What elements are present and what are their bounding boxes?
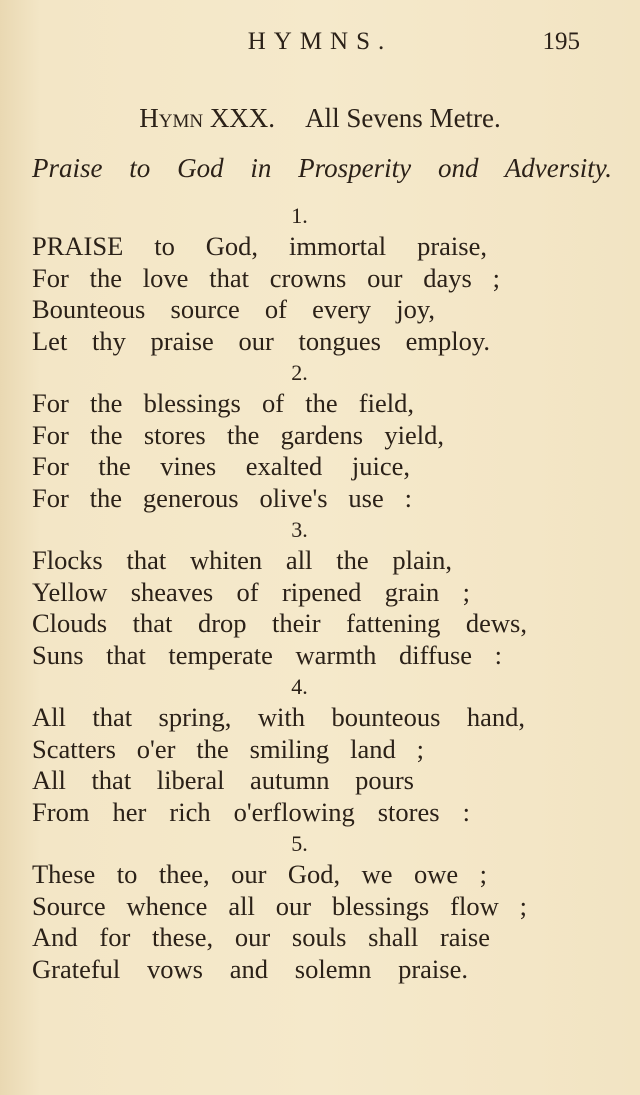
verse-line: And for these, our souls shall raise — [32, 922, 490, 952]
verse-line: For the love that crowns our days ; — [32, 262, 500, 293]
hymn-roman-numeral: XXX. — [209, 103, 276, 133]
verse-line: Clouds that drop their fattening dews, — [32, 608, 527, 638]
verse-line: For the blessings of the field, — [32, 388, 414, 418]
stanza-number: 1. — [291, 203, 308, 228]
verse-line: Source whence all our blessings flow ; — [32, 890, 527, 921]
running-head — [0, 28, 640, 68]
verse-line: Bounteous source of every joy, — [32, 294, 435, 324]
verse-line: Suns that temperate warmth diffuse : — [32, 639, 502, 670]
stanzas — [32, 200, 527, 985]
stanza-number: 2. — [291, 360, 308, 385]
verse-line: Let thy praise our tongues employ. — [32, 325, 490, 356]
verse-line: For the vines exalted juice, — [32, 451, 410, 481]
running-title: HYMNS. — [247, 28, 393, 55]
verse-line: From her rich o'erflowing stores : — [32, 796, 470, 827]
stanza — [32, 671, 527, 828]
stanza — [32, 514, 527, 671]
hymn-title — [0, 103, 640, 134]
stanza-number: 3. — [291, 517, 308, 542]
verse-line: Scatters o'er the smiling land ; — [32, 733, 424, 764]
hymn-number — [139, 103, 275, 133]
hymn-subtitle: Praise to God in Prosperity ond Adversity. — [32, 153, 612, 183]
stanza-number: 5. — [291, 831, 308, 856]
verse-line: Flocks that whiten all the plain, — [32, 545, 452, 575]
page-number: 195 — [542, 28, 580, 55]
verse-line: For the generous olive's use : — [32, 482, 412, 513]
verse-line: Grateful vows and solemn praise. — [32, 953, 468, 984]
stanza — [32, 357, 527, 514]
stanza — [32, 828, 527, 985]
stanza — [32, 200, 527, 357]
verse-line: All that liberal autumn pours — [32, 765, 414, 795]
verse-line: These to thee, our God, we owe ; — [32, 859, 487, 889]
hymn-label: Hymn — [139, 103, 204, 133]
verse-line: PRAISE to God, immortal praise, — [32, 231, 487, 261]
hymn-metre: All Sevens Metre. — [305, 103, 501, 133]
verse-line: Yellow sheaves of ripened grain ; — [32, 576, 470, 607]
verse-line: All that spring, with bounteous hand, — [32, 702, 525, 732]
stanza-number: 4. — [291, 674, 308, 699]
verse-line: For the stores the gardens yield, — [32, 419, 444, 450]
